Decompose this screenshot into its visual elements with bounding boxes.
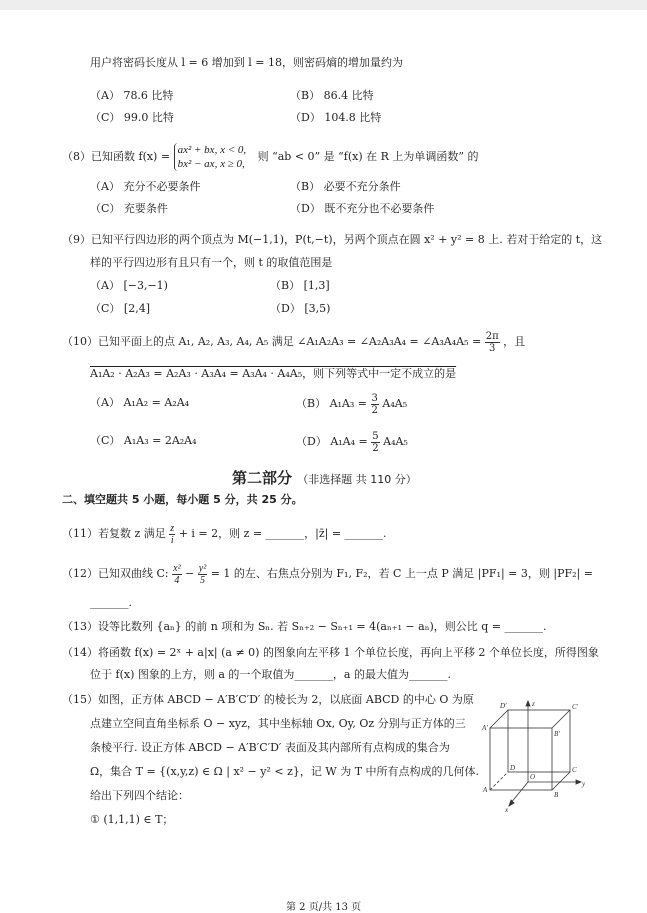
q10-d-fraction bbox=[371, 431, 379, 454]
q12-fraction-2 bbox=[198, 563, 207, 586]
q13: （13）设等比数列 {aₙ} 的前 n 项和为 Sₙ. 若 Sₙ₊₂ − Sₙ₊₁ = 4(aₙ₊₁ − aₙ)，则公比 q = _______. bbox=[62, 620, 547, 633]
q8-case2: bx² − ax, x ≥ 0, bbox=[177, 158, 245, 170]
q8-prefix: （8）已知函数 f(x) = bbox=[62, 150, 171, 163]
label-z: z bbox=[532, 700, 535, 708]
q8-case1: ax² + bx, x < 0, bbox=[177, 144, 247, 156]
q15-line2: 点建立空间直角坐标系 O − xyz，其中坐标轴 Ox, Oy, Oz 分别与正方体的三 bbox=[90, 717, 466, 730]
q15-line4: Ω，集合 T = {(x,y,z) ∈ Ω | x² − y² < z}，记 W 为 T 中所有点构成的几何体. bbox=[90, 765, 480, 778]
part2-heading bbox=[232, 467, 417, 488]
q9-option-b: （B） [1,3] bbox=[270, 279, 330, 292]
x-axis bbox=[510, 782, 528, 804]
q12-f2-den: 5 bbox=[200, 574, 205, 586]
q12-fraction-1 bbox=[172, 563, 181, 586]
top-shadow bbox=[0, 0, 647, 10]
q11-pre: （11）若复数 z 满足 bbox=[62, 527, 166, 540]
q8-piecewise bbox=[174, 143, 247, 171]
part2-title: 第二部分 bbox=[232, 469, 293, 487]
q15-line1: （15）如图，正方体 ABCD − A′B′C′D′ 的棱长为 2，以底面 ABCD 的中心 O 为原 bbox=[62, 693, 474, 706]
label-o: O bbox=[530, 773, 536, 781]
label-d1: D′ bbox=[500, 702, 507, 710]
q11-num: z bbox=[170, 522, 175, 534]
q14-line1: （14）将函数 f(x) = 2ˣ + a|x| (a ≠ 0) 的图象向左平移 1 个单位长度，再向上平移 2 个单位长度，所得图象 bbox=[62, 646, 599, 659]
q15-line5: 给出下列四个结论： bbox=[90, 789, 189, 802]
q10-angle-fraction bbox=[485, 331, 500, 354]
q7-tail: 用户将密码长度从 l = 6 增加到 l = 18，则密码熵的增加量约为 bbox=[90, 56, 403, 69]
q12 bbox=[62, 562, 593, 586]
q11-post: + i = 2，则 z = _______，|z̄| = _______. bbox=[178, 527, 387, 540]
q10-b-fraction bbox=[371, 393, 379, 416]
q8-stem bbox=[62, 142, 479, 172]
label-b: B bbox=[554, 791, 559, 799]
q10-d-post: A₄A₅ bbox=[383, 435, 408, 448]
q12-line2: _______. bbox=[90, 596, 132, 609]
q12-minus: − bbox=[185, 567, 195, 580]
q7-option-b: （B） 86.4 比特 bbox=[290, 89, 374, 102]
section2-header: 二、填空题共 5 小题，每小题 5 分，共 25 分。 bbox=[62, 493, 303, 506]
label-a1: A′ bbox=[482, 724, 488, 732]
q10-option-b bbox=[296, 392, 407, 416]
q10-option-a: （A） A₁A₂ = A₂A₄ bbox=[90, 396, 190, 409]
q7-option-a: （A） 78.6 比特 bbox=[90, 89, 174, 102]
label-x: x bbox=[505, 806, 509, 814]
q8-option-c: （C） 充要条件 bbox=[90, 202, 168, 215]
q7-option-c: （C） 99.0 比特 bbox=[90, 111, 174, 124]
q12-pre: （12）已知双曲线 C: bbox=[62, 567, 169, 580]
q10-line1 bbox=[62, 330, 525, 354]
label-y: y bbox=[582, 780, 586, 788]
page-footer: 第 2 页/共 13 页 bbox=[286, 902, 362, 913]
label-b1: B′ bbox=[554, 730, 560, 738]
q10-text: （10）已知平面上的点 A₁, A₂, A₃, A₄, A₅ 满足 ∠A₁A₂A₃ = ∠A₂A₃A₄ = ∠A₃A₄A₅ = bbox=[62, 335, 482, 348]
q10-option-d bbox=[296, 430, 408, 454]
q10-frac-den: 3 bbox=[488, 342, 496, 354]
q12-post: = 1 的左、右焦点分别为 F₁, F₂，若 C 上一点 P 满足 |PF₁| = 3，则 |PF₂| = bbox=[210, 567, 593, 580]
part2-subtitle: （非选择题 共 110 分） bbox=[297, 473, 417, 486]
q9-option-d: （D） [3,5) bbox=[270, 302, 331, 315]
q9-option-c: （C） [2,4] bbox=[90, 302, 150, 315]
q8-option-d: （D） 既不充分也不必要条件 bbox=[290, 202, 435, 215]
q9-option-a: （A） [−3,−1) bbox=[90, 279, 168, 292]
q12-f2-num: y² bbox=[198, 562, 207, 574]
q10-line2: A₁A₂ · A₂A₃ = A₂A₃ · A₃A₄ = A₃A₄ · A₄A₅，则下列等式中一定不成立的是 bbox=[90, 367, 457, 380]
q8-option-a: （A） 充分不必要条件 bbox=[90, 180, 201, 193]
q12-f1-den: 4 bbox=[174, 574, 180, 586]
q15-line3: 条棱平行. 设正方体 ABCD − A′B′C′D′ 表面及其内部所有点构成的集合为 bbox=[90, 741, 450, 754]
q10-d-pre: （D） A₁A₄ = bbox=[296, 435, 368, 448]
q9-line1: （9）已知平行四边形的两个顶点为 M(−1,1)，P(t,−t)，另两个顶点在圆 x² + y² = 8 上. 若对于给定的 t，这 bbox=[62, 233, 603, 246]
q14-line2: 位于 f(x) 图象的上方，则 a 的一个取值为_______，a 的最大值为_______. bbox=[90, 668, 451, 681]
q10-b-num: 3 bbox=[371, 392, 378, 404]
label-c: C bbox=[572, 766, 577, 774]
q10-line1-end: ，且 bbox=[503, 335, 526, 348]
cube-front-face bbox=[490, 728, 552, 790]
label-c1: C′ bbox=[572, 703, 579, 711]
q10-d-num: 5 bbox=[372, 430, 379, 442]
q10-b-post: A₄A₅ bbox=[382, 397, 408, 410]
q9-line2: 样的平行四边形有且只有一个，则 t 的取值范围是 bbox=[90, 256, 333, 269]
cube-figure bbox=[480, 700, 590, 820]
q10-option-c: （C） A₁A₃ = 2A₂A₄ bbox=[90, 434, 197, 447]
q10-b-pre: （B） A₁A₃ = bbox=[296, 397, 368, 410]
q11-den: i bbox=[170, 534, 174, 546]
q11-fraction bbox=[169, 523, 175, 546]
q7-option-d: （D） 104.8 比特 bbox=[290, 111, 382, 124]
q12-f1-num: x² bbox=[173, 562, 181, 574]
label-d: D bbox=[510, 764, 516, 772]
label-a: A bbox=[483, 786, 488, 794]
q15-line6: ① (1,1,1) ∈ T； bbox=[90, 813, 174, 826]
q10-b-den: 2 bbox=[371, 404, 378, 416]
q10-d-den: 2 bbox=[372, 442, 379, 454]
q8-option-b: （B） 必要不充分条件 bbox=[290, 180, 401, 193]
q11 bbox=[62, 522, 387, 546]
q8-suffix: 则 “ab < 0” 是 “f(x) 在 R 上为单调函数” 的 bbox=[257, 150, 479, 163]
q10-frac-num: 2π bbox=[485, 330, 499, 342]
